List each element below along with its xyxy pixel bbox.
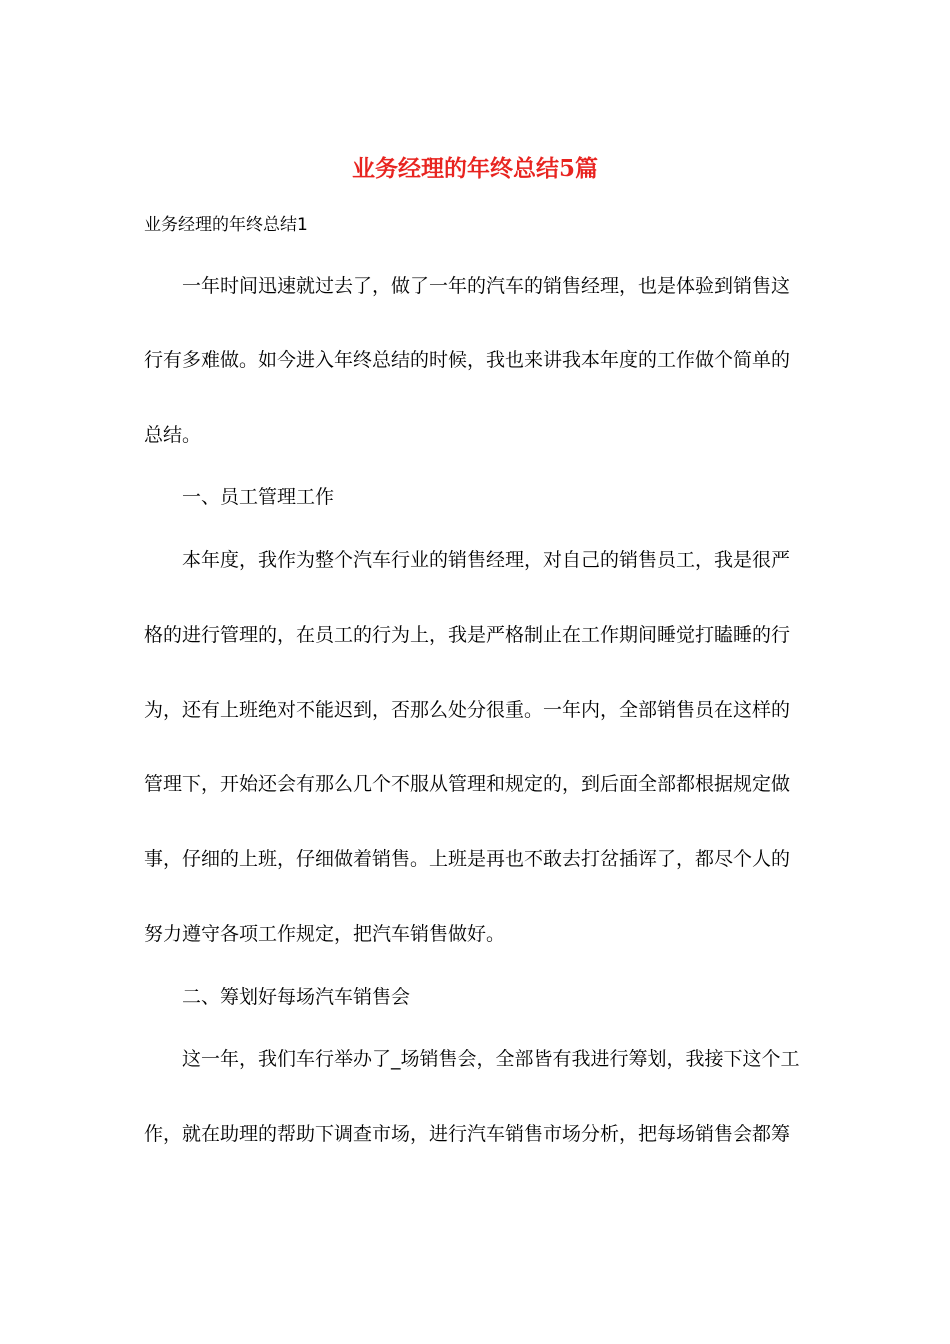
paragraph-line: 事，仔细的上班，仔细做着销售。上班是再也不敢去打岔插诨了，都尽个人的 <box>144 848 791 870</box>
paragraph-line: 本年度，我作为整个汽车行业的销售经理，对自己的销售员工，我是很严 <box>182 549 791 571</box>
paragraph-line: 管理下，开始还会有那么几个不服从管理和规定的，到后面全部都根据规定做 <box>144 773 791 795</box>
paragraph-line: 一年时间迅速就过去了，做了一年的汽车的销售经理，也是体验到销售这 <box>182 275 791 297</box>
paragraph-line: 努力遵守各项工作规定，把汽车销售做好。 <box>144 923 506 945</box>
section-heading-line: 二、筹划好每场汽车销售会 <box>182 986 411 1008</box>
section-heading: 业务经理的年终总结1 <box>144 215 308 235</box>
paragraph-line: 总结。 <box>144 424 202 446</box>
paragraph-line: 作，就在助理的帮助下调查市场，进行汽车销售市场分析，把每场销售会都筹 <box>144 1123 791 1145</box>
paragraph-line: 行有多难做。如今进入年终总结的时候，我也来讲我本年度的工作做个简单的 <box>144 349 791 371</box>
document-title: 业务经理的年终总结5篇 <box>351 155 598 182</box>
section-heading-line: 一、员工管理工作 <box>182 486 335 508</box>
paragraph-line: 这一年，我们车行举办了_场销售会，全部皆有我进行筹划，我接下这个工 <box>182 1048 800 1070</box>
paragraph-line: 为，还有上班绝对不能迟到，否那么处分很重。一年内，全部销售员在这样的 <box>144 699 791 721</box>
paragraph-line: 格的进行管理的，在员工的行为上，我是严格制止在工作期间睡觉打瞌睡的行 <box>144 624 791 646</box>
